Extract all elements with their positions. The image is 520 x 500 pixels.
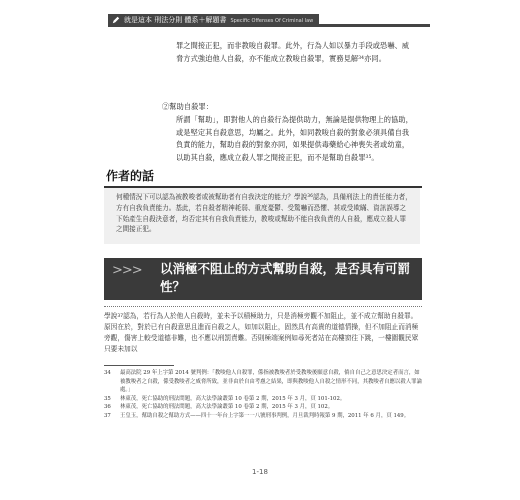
footnote: 34 最高法院 29 年上字第 2014 號判例：「教唆他人自殺罪，係指被教唆者於受教唆後願意自殺，倘自自己之意思決定者而言，如被教唆者之自殺，係受教唆者之威脅所致，並非由於自由考慮之結果，即與教唆他人自殺之情形不同，其教唆者自應以殺人罪論處。」 [104, 370, 422, 394]
section-title: 以消極不阻止的方式幫助自殺，是否具有可罰性？ [160, 261, 411, 294]
item-heading-assist-suicide: ②幫助自殺罪： [162, 102, 214, 111]
pen-icon [112, 16, 120, 24]
author-note-text: 何種情況下可以認為被教唆者或被幫助者有自我決定的能力？學說$^{36}$認為，具備刑法上的責任能力者，方有自我負責能力。基此，若自殺者精神耗弱、重度憂鬱、受驚嚇而恐懼、甚或受欺瞞、資訊誤導之下始產生自殺決意者，均否定其有自我負責能力，教唆或幫助不能自我負責的人自殺，應成立殺人罪之間接正犯。 [116, 193, 412, 234]
footnote: 36 林東茂，死亡協助的刑法問題，高大法學論叢第 10 卷第 2 期，2015 年 3 月，頁 102。 [104, 404, 334, 411]
section-rule [104, 306, 422, 307]
section-body-paragraph: 學說$^{37}$認為，若行為人於他人自殺時，並未予以積極助力，只是消極旁觀不加阻止，並不成立幫助自殺罪。原因在於，對於已有自殺意思且進而自殺之人，如加以阻止，固然具有高貴的道德情操，但不加阻止而消極旁觀，傷害上較受道德非難，也不應以刑罰責難。否則極端案例如尋死者站在高樓窗往下跳，一樓圍觀民眾只要未加以 [104, 312, 419, 353]
section-arrows-icon: >>> [112, 263, 142, 278]
running-header [108, 14, 319, 26]
footnote: 37 王皇玉，幫助自殺之幫助方式——四十一年台上字第一一八號刑事判例，月旦裁判時報第 9 期，2011 年 6 月，頁 149。 [104, 412, 410, 419]
footnotes [104, 369, 422, 421]
book-title: 就是這本 刑法分則 體系＋解題書 [124, 16, 227, 24]
book-title-en: Specific Offenses Of Criminal law [230, 18, 314, 24]
footnote-ref: 34 [358, 55, 365, 61]
footnote-ref: 36 [307, 194, 313, 199]
page-number: 1-18 [252, 468, 268, 476]
intro-paragraph-2: 所謂「幫助」，即對他人的自殺行為提供助力，無論是提供物理上的協助，或是堅定其自殺意思，均屬之。此外，如同教唆自殺的對象必須具備自我負責的能力，幫助自殺的對象亦同，如果提供毒藥給心神喪失者或幼童，以助其自殺，應成立殺人罪之間接正犯，而不是幫助自殺罪$^{35}$。 [176, 115, 413, 162]
footnote: 35 林東茂，死亡協助的刑法問題，高大法學論叢第 10 卷第 2 期，2015 年 3 月，頁 101-102。 [104, 395, 346, 402]
footnote-ref: 35 [365, 154, 372, 160]
author-note-label: 作者的話 [106, 169, 155, 183]
footnote-rule [104, 365, 174, 366]
intro-paragraph-1: 罪之間接正犯，而非教唆自殺罪。此外，行為人如以暴力手段或恐嚇、威脅方式強迫他人自殺，亦不能成立教唆自殺罪，實務見解$^{34}$亦同。 [176, 41, 410, 63]
footnote-ref: 37 [117, 314, 124, 319]
